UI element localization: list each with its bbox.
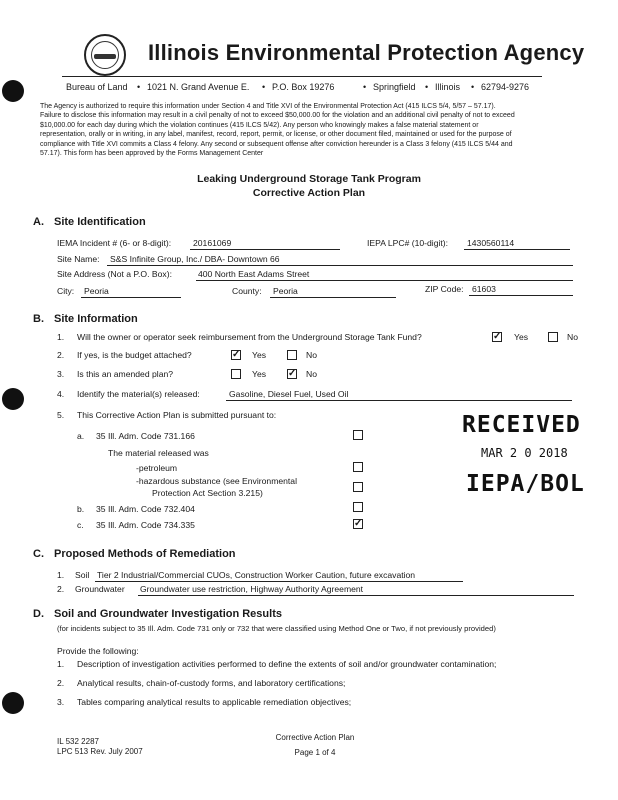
legal-line: compliance with Title XVI commits a Class 4 felony. Any second or subsequent offense after conviction hereunder is a Class 3 felony (415 ILCS 5/44 and	[40, 140, 513, 148]
punch-hole-middle	[2, 388, 24, 410]
soil-underline	[95, 581, 463, 582]
soil-value[interactable]: Tier 2 Industrial/Commercial CUOs, Construction Worker Caution, future excavation	[97, 570, 416, 580]
option-b-text: 35 Ill. Adm. Code 732.404	[96, 504, 195, 514]
q2-no-label: No	[306, 350, 317, 360]
legal-line: The Agency is authorized to require this information under Section 4 and Title XVI of the Environmental Protection Act (415 ILCS 5/4, 5/57 – 57.17).	[40, 103, 496, 110]
site-name-value[interactable]: S&S Infinite Group, Inc./ DBA- Downtown 66	[110, 254, 280, 264]
header-rule	[62, 76, 542, 77]
q2-number: 2.	[57, 350, 65, 360]
q4-text: Identify the material(s) released:	[77, 389, 200, 399]
address-separator: •	[471, 82, 475, 92]
received-stamp: RECEIVED	[462, 412, 581, 438]
legal-line: 57.17). This form has been approved by the Forms Management Center	[40, 150, 264, 158]
q3-text: Is this an amended plan?	[77, 369, 174, 379]
check-mark-icon: ✓	[493, 331, 502, 342]
site-address-underline	[196, 280, 573, 281]
section-b-letter: B.	[33, 313, 44, 325]
lpc-underline	[464, 249, 570, 250]
q3-yes-label: Yes	[252, 369, 267, 379]
q5-text: This Corrective Action Plan is submitted pursuant to:	[77, 410, 277, 420]
list-item: Description of investigation activities performed to define the extents of soil and/or groundwater contamination;	[77, 659, 497, 669]
option-b-checkbox[interactable]	[353, 502, 363, 512]
q3-number: 3.	[57, 369, 65, 379]
footer-form-name: Corrective Action Plan	[275, 733, 355, 742]
form-revision: LPC 513 Rev. July 2007	[57, 747, 143, 756]
section-a-letter: A.	[33, 216, 44, 228]
legal-line: representation, orally or in writing, in any label, manifest, record, report, permit, or license, or other document filed, maintained or used for the purpose of	[40, 131, 512, 139]
address-part: P.O. Box 19276	[272, 82, 335, 92]
legal-line: $10,000.00 for each day during which the violation continues (415 ILCS 5/42). Any person who knowingly makes a false material statement or	[40, 121, 479, 129]
q2-yes-checkbox[interactable]	[231, 350, 241, 360]
punch-hole-top	[2, 80, 24, 102]
address-part: Springfield	[373, 82, 416, 92]
section-c-title: Proposed Methods of Remediation	[54, 548, 236, 560]
groundwater-number: 2.	[57, 584, 65, 594]
list-item-number: 1.	[57, 659, 65, 669]
hazardous-text-1: -hazardous substance (see Environmental	[136, 476, 297, 486]
city-label: City:	[57, 286, 75, 296]
q4-underline	[226, 400, 572, 401]
section-d-letter: D.	[33, 608, 44, 620]
county-underline	[270, 297, 396, 298]
petroleum-checkbox[interactable]	[353, 462, 363, 472]
list-item-number: 3.	[57, 697, 65, 707]
iema-underline	[190, 249, 340, 250]
site-address-value[interactable]: 400 North East Adams Street	[198, 269, 310, 279]
check-mark-icon: ✓	[232, 349, 241, 360]
q1-yes-checkbox[interactable]	[492, 332, 502, 342]
site-address-label: Site Address (Not a P.O. Box):	[57, 269, 172, 279]
q5-number: 5.	[57, 410, 65, 420]
iema-label: IEMA Incident # (6- or 8-digit):	[57, 238, 172, 248]
q1-no-checkbox[interactable]	[548, 332, 558, 342]
q4-number: 4.	[57, 389, 65, 399]
agency-title: Illinois Environmental Protection Agency	[148, 40, 585, 65]
agency-seal-icon	[84, 34, 126, 76]
soil-label: Soil	[75, 570, 90, 580]
option-c-checkbox[interactable]	[353, 519, 363, 529]
section-d-note: (for incidents subject to 35 Ill. Adm. Code 731 only or 732 that were classified using Method One or Two, if not previously provided)	[57, 624, 496, 633]
zip-underline	[469, 295, 573, 296]
address-separator: •	[425, 82, 429, 92]
option-c-letter: c.	[77, 520, 84, 530]
form-title: Corrective Action Plan	[252, 187, 366, 199]
lpc-label: IEPA LPC# (10-digit):	[367, 238, 449, 248]
soil-number: 1.	[57, 570, 65, 580]
received-office: IEPA/BOL	[466, 471, 585, 497]
q3-yes-checkbox[interactable]	[231, 369, 241, 379]
city-value[interactable]: Peoria	[84, 286, 109, 296]
q1-number: 1.	[57, 332, 65, 342]
list-item-number: 2.	[57, 678, 65, 688]
city-underline	[81, 297, 181, 298]
q3-no-label: No	[306, 369, 317, 379]
legal-line: Failure to disclose this information may result in a civil penalty of not to exceed $50,000.00 for the violation and an additional civil penalty of not to exceed	[40, 112, 515, 120]
section-d-title: Soil and Groundwater Investigation Results	[54, 608, 282, 620]
page-number: Page 1 of 4	[294, 748, 336, 757]
site-name-underline	[107, 265, 573, 266]
groundwater-label: Groundwater	[75, 584, 125, 594]
address-separator: •	[137, 82, 141, 92]
q1-text: Will the owner or operator seek reimbursement from the Underground Storage Tank Fund?	[77, 332, 422, 342]
received-date: MAR 2 0 2018	[481, 446, 568, 460]
address-part: Bureau of Land	[66, 82, 128, 92]
option-a-letter: a.	[77, 431, 85, 441]
program-title: Leaking Underground Storage Tank Program	[197, 173, 421, 185]
address-part: 1021 N. Grand Avenue E.	[147, 82, 250, 92]
county-label: County:	[232, 286, 262, 296]
q3-no-checkbox[interactable]	[287, 369, 297, 379]
section-c-letter: C.	[33, 548, 44, 560]
lpc-value[interactable]: 1430560114	[467, 238, 515, 248]
address-part: Illinois	[435, 82, 461, 92]
address-separator: •	[363, 82, 367, 92]
q2-yes-label: Yes	[252, 350, 267, 360]
list-item: Tables comparing analytical results to applicable remediation objectives;	[77, 697, 352, 707]
address-part: 62794-9276	[481, 82, 530, 92]
check-mark-icon: ✓	[354, 518, 363, 529]
punch-hole-bottom	[2, 692, 24, 714]
section-a-title: Site Identification	[54, 216, 146, 228]
option-c-text: 35 Ill. Adm. Code 734.335	[96, 520, 195, 530]
groundwater-underline	[138, 595, 574, 596]
section-b-title: Site Information	[54, 313, 138, 325]
option-a-checkbox[interactable]	[353, 430, 363, 440]
hazardous-checkbox[interactable]	[353, 482, 363, 492]
site-name-label: Site Name:	[57, 254, 100, 264]
form-number: IL 532 2287	[57, 737, 99, 746]
q1-yes-label: Yes	[514, 332, 529, 342]
provide-following: Provide the following:	[57, 646, 139, 656]
petroleum-text: -petroleum	[136, 463, 178, 473]
q2-text: If yes, is the budget attached?	[77, 350, 192, 360]
hazardous-text-2: Protection Act Section 3.215)	[152, 488, 263, 498]
q4-value[interactable]: Gasoline, Diesel Fuel, Used Oil	[229, 389, 349, 399]
address-separator: •	[262, 82, 266, 92]
option-b-letter: b.	[77, 504, 85, 514]
q2-no-checkbox[interactable]	[287, 350, 297, 360]
iema-value[interactable]: 20161069	[193, 238, 232, 248]
option-a-text: 35 Ill. Adm. Code 731.166	[96, 431, 195, 441]
q1-no-label: No	[567, 332, 578, 342]
zip-label: ZIP Code:	[425, 284, 464, 294]
zip-value[interactable]: 61603	[472, 284, 496, 294]
check-mark-icon: ✓	[288, 368, 297, 379]
legal-notice	[40, 102, 580, 158]
groundwater-value[interactable]: Groundwater use restriction, Highway Authority Agreement	[140, 584, 364, 594]
material-released-text: The material released was	[108, 448, 209, 458]
county-value[interactable]: Peoria	[273, 286, 298, 296]
list-item: Analytical results, chain-of-custody forms, and laboratory certifications;	[77, 678, 346, 688]
